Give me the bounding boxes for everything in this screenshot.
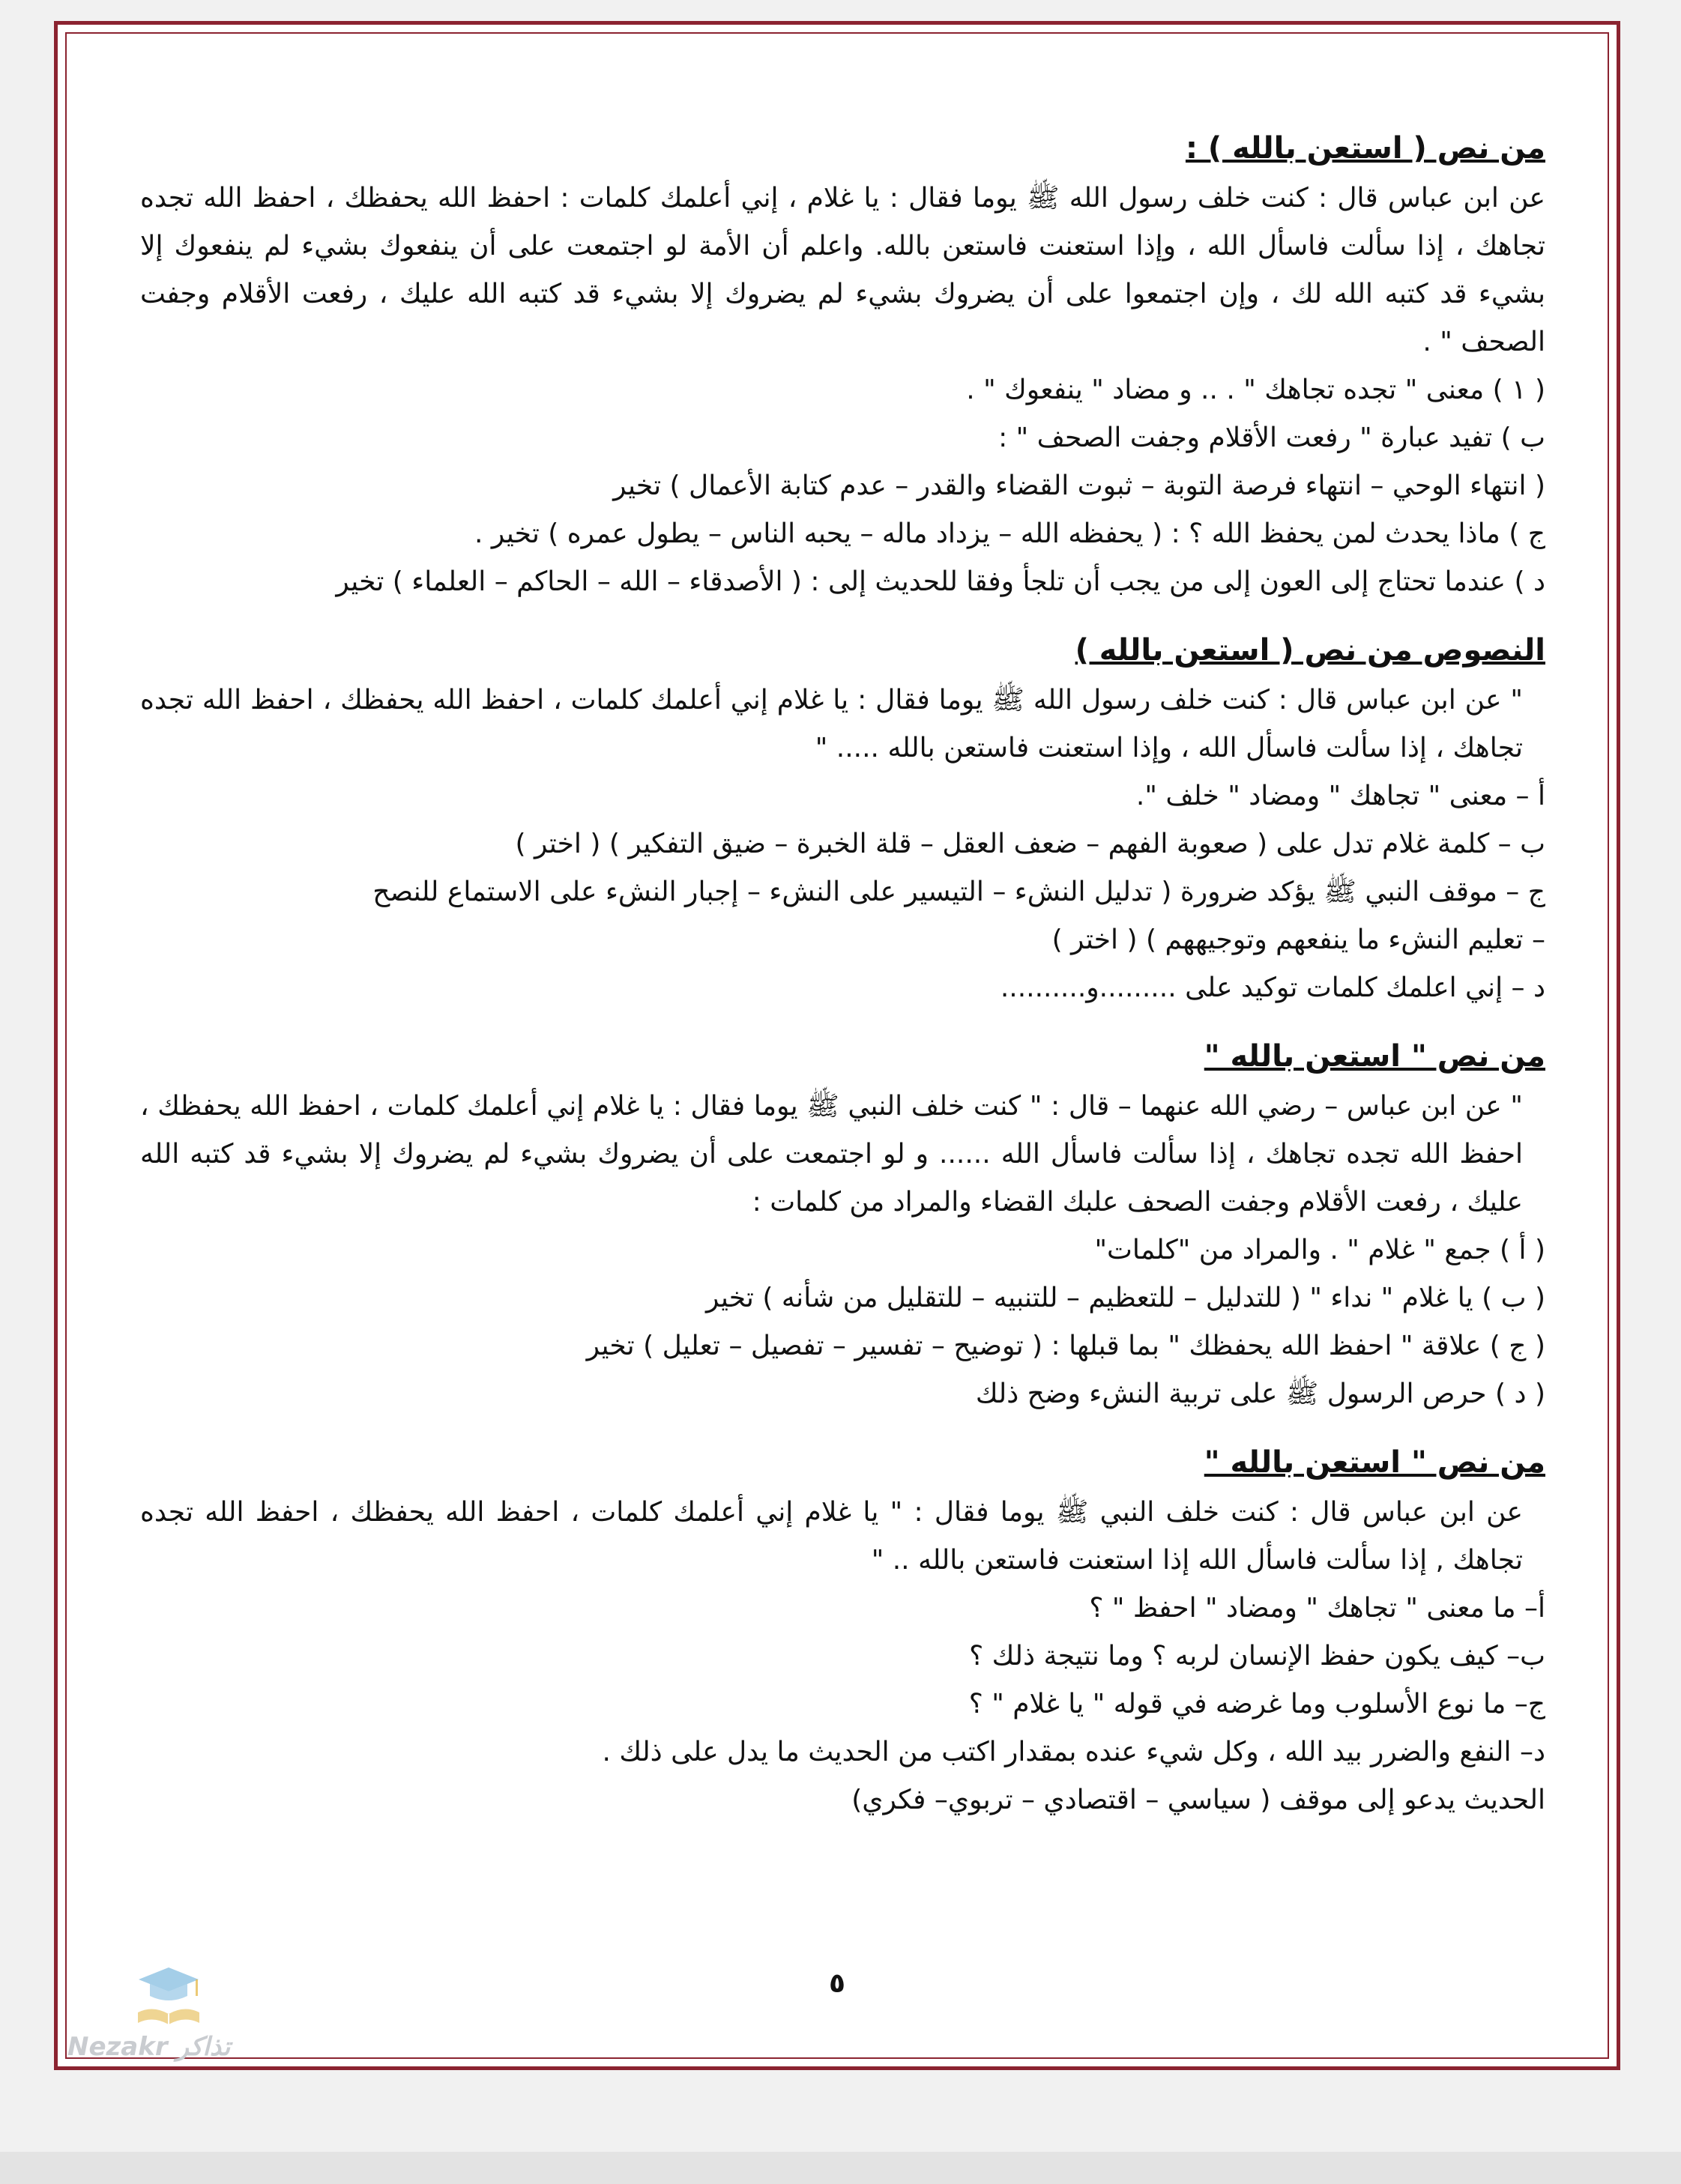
section-title: النصوص من نص ( استعن بالله ) — [1075, 633, 1545, 668]
question: ( ج ) علاقة " احفظ الله يحفظك " بما قبلها : ( توضيح – تفسير – تفصيل – تعليل ) تخير — [586, 1331, 1545, 1361]
page-number: ٥ — [829, 1968, 845, 1999]
question: ( أ ) جمع " غلام " . والمراد من "كلمات" — [1094, 1235, 1545, 1265]
question: ب– كيف يكون حفظ الإنسان لربه ؟ وما نتيجة ذلك ؟ — [969, 1641, 1545, 1672]
question: ج – موقف النبي ﷺ يؤكد ضرورة ( تدليل النشء – التيسير على النشء – إجبار النشء على الاستماع للنصح — [372, 877, 1545, 907]
passage: عن ابن عباس قال : كنت خلف النبي ﷺ يوما فقال : " يا غلام إني أعلمك كلمات ، احفظ الله يحفظك ، احفظ الله تجده تجاهك , إذا سألت فاسأل الله إذا استعنت فاستعن بالله .. " — [140, 1497, 1523, 1576]
question: ج ) ماذا يحدث لمن يحفظ الله ؟ : ( يحفظه الله – يزداد ماله – يحبه الناس – يطول عمره ) تخير . — [474, 518, 1545, 549]
question: الحديث يدعو إلى موقف ( سياسي – اقتصادي – تربوي– فكري) — [851, 1785, 1545, 1815]
question: د – إني اعلمك كلمات توكيد على .........و.......... — [1000, 972, 1545, 1003]
section-1 — [140, 122, 1545, 606]
question: ( ب ) يا غلام " نداء " ( للتدليل – للتعظيم – للتنبيه – للتقليل من شأنه ) تخير — [705, 1283, 1545, 1313]
question: ج– ما نوع الأسلوب وما غرضه في قوله " يا غلام " ؟ — [968, 1689, 1545, 1719]
watermark — [67, 1963, 270, 2064]
section-3 — [140, 1030, 1545, 1418]
question: ب ) تفيد عبارة " رفعت الأقلام وجفت الصحف " : — [998, 423, 1545, 453]
passage: عن ابن عباس قال : كنت خلف رسول الله ﷺ يوما فقال : يا غلام ، إني أعلمك كلمات : احفظ الله يحفظك ، احفظ الله تجده تجاهك ، إذا سألت فاسأل الله ، وإذا استعنت فاستعن بالله. واعلم أن الأمة لو اجتمعت على أن ينفعوك بشيء لم ينفعوك إلا بشيء قد كتبه الله لك ، وإن اجتمعوا على أن يضروك بشيء لم يضروك إلا بشيء قد كتبه الله عليك ، رفعت الأقلام وجفت الصحف " . — [140, 183, 1545, 357]
question: أ– ما معنى " تجاهك " ومضاد " احفظ " ؟ — [1089, 1593, 1545, 1624]
section-2 — [140, 624, 1545, 1012]
section-title: من نص " استعن بالله " — [1204, 1445, 1545, 1480]
question: ( د ) حرص الرسول ﷺ على تربية النشء وضح ذلك — [975, 1379, 1545, 1409]
section-4 — [140, 1436, 1545, 1824]
passage: " عن ابن عباس – رضي الله عنهما – قال : " كنت خلف النبي ﷺ يوما فقال : يا غلام إني أعلمك كلمات ، احفظ الله يحفظك ، احفظ الله تجده تجاهك ، إذا سألت فاسأل الله ...... و لو اجتمعت على أن يضروك بشيء لم يضروك إلا بشيء قد كتبه الله عليك ، رفعت الأقلام وجفت الصحف علبك القضاء والمراد من كلمات : — [140, 1091, 1523, 1217]
section-title: من نص ( استعن بالله ) : — [1185, 131, 1545, 166]
question: د– النفع والضرر بيد الله ، وكل شيء عنده بمقدار اكتب من الحديث ما يدل على ذلك . — [602, 1737, 1545, 1767]
question: د ) عندما تحتاج إلى العون إلى من يجب أن تلجأ وفقا للحديث إلى : ( الأصدقاء – الله – الحاكم – العلماء ) تخير — [336, 566, 1545, 597]
bottom-bar — [0, 2152, 1681, 2184]
document-page — [54, 21, 1620, 2070]
watermark-text: Nezakr تذاكر — [67, 2032, 231, 2062]
question: ( ١ ) معنى " تجده تجاهك " . .. و مضاد " ينفعوك " . — [966, 375, 1545, 405]
passage: " عن ابن عباس قال : كنت خلف رسول الله ﷺ يوما فقال : يا غلام إني أعلمك كلمات ، احفظ الله يحفظك ، احفظ الله تجده تجاهك ، إذا سألت فاسأل الله ، وإذا استعنت فاستعن بالله ..... " — [140, 685, 1523, 763]
section-title: من نص " استعن بالله " — [1204, 1039, 1545, 1074]
question: – تعليم النشء ما ينفعهم وتوجيههم ) ( اختر ) — [1051, 925, 1545, 955]
page-content — [140, 122, 1545, 1976]
question: ب – كلمة غلام تدل على ( صعوبة الفهم – ضعف العقل – قلة الخبرة – ضيق التفكير ) ( اختر ) — [515, 829, 1545, 859]
question: أ – معنى " تجاهك " ومضاد " خلف ". — [1135, 781, 1545, 811]
graduation-cap-book-icon — [127, 1963, 210, 2030]
question: ( انتهاء الوحي – انتهاء فرصة التوبة – ثبوت القضاء والقدر – عدم كتابة الأعمال ) تخير — [613, 471, 1545, 501]
